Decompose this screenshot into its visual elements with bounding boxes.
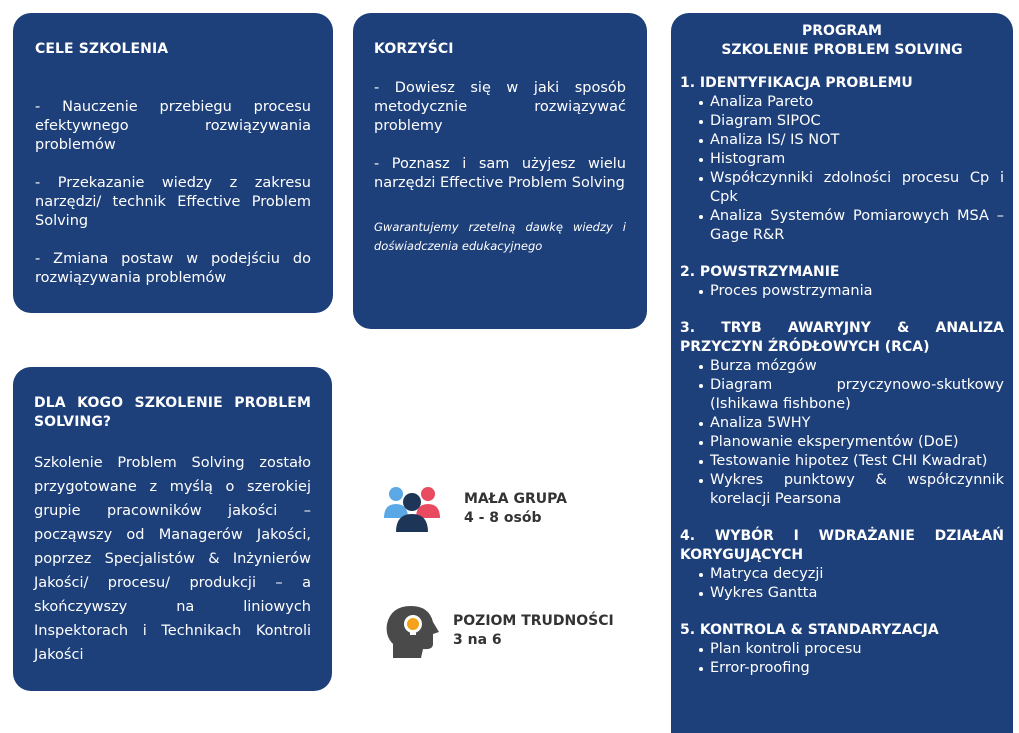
program-section bbox=[680, 74, 1004, 245]
program-list-item: Matryca decyzji bbox=[680, 565, 1004, 584]
difficulty-value: 3 na 6 bbox=[453, 632, 502, 648]
head-lightbulb-icon bbox=[383, 602, 447, 660]
program-list-item: Analiza Systemów Pomiarowych MSA – Gage R&R bbox=[680, 207, 1004, 245]
program-list-item: Diagram przyczynowo-skutkowy (Ishikawa fishbone) bbox=[680, 376, 1004, 414]
program-list-item: Burza mózgów bbox=[680, 357, 1004, 376]
program-section bbox=[680, 263, 1004, 301]
audience-title: DLA KOGO SZKOLENIE PROBLEM SOLVING? bbox=[34, 395, 311, 430]
goal-item: - Zmiana postaw w podejściu do rozwiązywania problemów bbox=[35, 251, 311, 286]
group-size-value: 4 - 8 osób bbox=[464, 510, 542, 526]
goal-item: - Nauczenie przebiegu procesu efektywnego rozwiązywania problemów bbox=[35, 99, 311, 153]
program-card bbox=[671, 13, 1013, 733]
difficulty-info bbox=[383, 602, 614, 660]
program-list-item: Analiza IS/ IS NOT bbox=[680, 131, 1004, 150]
program-list-item: Współczynniki zdolności procesu Cp i Cpk bbox=[680, 169, 1004, 207]
section-heading: 4. WYBÓR I WDRAŻANIE DZIAŁAŃ KORYGUJĄCYCH bbox=[680, 528, 1004, 563]
people-group-icon bbox=[382, 480, 446, 538]
goals-title: CELE SZKOLENIA bbox=[35, 41, 169, 57]
program-section bbox=[680, 527, 1004, 603]
audience-card bbox=[13, 367, 332, 691]
program-list-item: Analiza 5WHY bbox=[680, 414, 1004, 433]
section-heading: 2. POWSTRZYMANIE bbox=[680, 264, 840, 280]
program-list-item: Wykres punktowy & współczynnik korelacji Pearsona bbox=[680, 471, 1004, 509]
program-section bbox=[680, 319, 1004, 509]
audience-body: Szkolenie Problem Solving zostało przygotowane z myślą o szerokiej grupie pracowników jakości – począwszy od Managerów Jakości, poprzez Specjalistów & Inżynierów Jakości/ procesu/ produkcji – a skończywszy na liniowych Inspektorach i Technikach Kontroli Jakości bbox=[34, 455, 311, 663]
goal-item: - Przekazanie wiedzy z zakresu narzędzi/ technik Effective Problem Solving bbox=[35, 175, 311, 229]
program-list-item: Proces powstrzymania bbox=[680, 282, 1004, 301]
program-title bbox=[680, 22, 1004, 60]
program-list-item: Wykres Gantta bbox=[680, 584, 1004, 603]
benefits-title: KORZYŚCI bbox=[374, 41, 454, 57]
program-list-item: Histogram bbox=[680, 150, 1004, 169]
program-title-line1: PROGRAM bbox=[802, 23, 882, 39]
section-heading: 3. TRYB AWARYJNY & ANALIZA PRZYCZYN ŹRÓDŁOWYCH (RCA) bbox=[680, 320, 1004, 355]
program-list-item: Diagram SIPOC bbox=[680, 112, 1004, 131]
program-title-line2: SZKOLENIE PROBLEM SOLVING bbox=[721, 42, 963, 58]
program-list-item: Analiza Pareto bbox=[680, 93, 1004, 112]
group-size-label: MAŁA GRUPA bbox=[464, 491, 567, 507]
program-list-item: Plan kontroli procesu bbox=[680, 640, 1004, 659]
program-list-item: Testowanie hipotez (Test CHI Kwadrat) bbox=[680, 452, 1004, 471]
program-list-item: Planowanie eksperymentów (DoE) bbox=[680, 433, 1004, 452]
group-size-info bbox=[382, 480, 567, 538]
benefits-card bbox=[353, 13, 647, 329]
section-heading: 1. IDENTYFIKACJA PROBLEMU bbox=[680, 75, 913, 91]
program-section bbox=[680, 621, 1004, 678]
section-heading: 5. KONTROLA & STANDARYZACJA bbox=[680, 622, 939, 638]
benefit-item: - Dowiesz się w jaki sposób metodycznie rozwiązywać problemy bbox=[374, 80, 626, 134]
difficulty-label: POZIOM TRUDNOŚCI bbox=[453, 613, 614, 629]
goals-card bbox=[13, 13, 333, 313]
program-list-item: Error-proofing bbox=[680, 659, 1004, 678]
benefits-note: Gwarantujemy rzetelną dawkę wiedzy i doświadczenia edukacyjnego bbox=[374, 220, 626, 253]
benefit-item: - Poznasz i sam użyjesz wielu narzędzi Effective Problem Solving bbox=[374, 156, 626, 191]
